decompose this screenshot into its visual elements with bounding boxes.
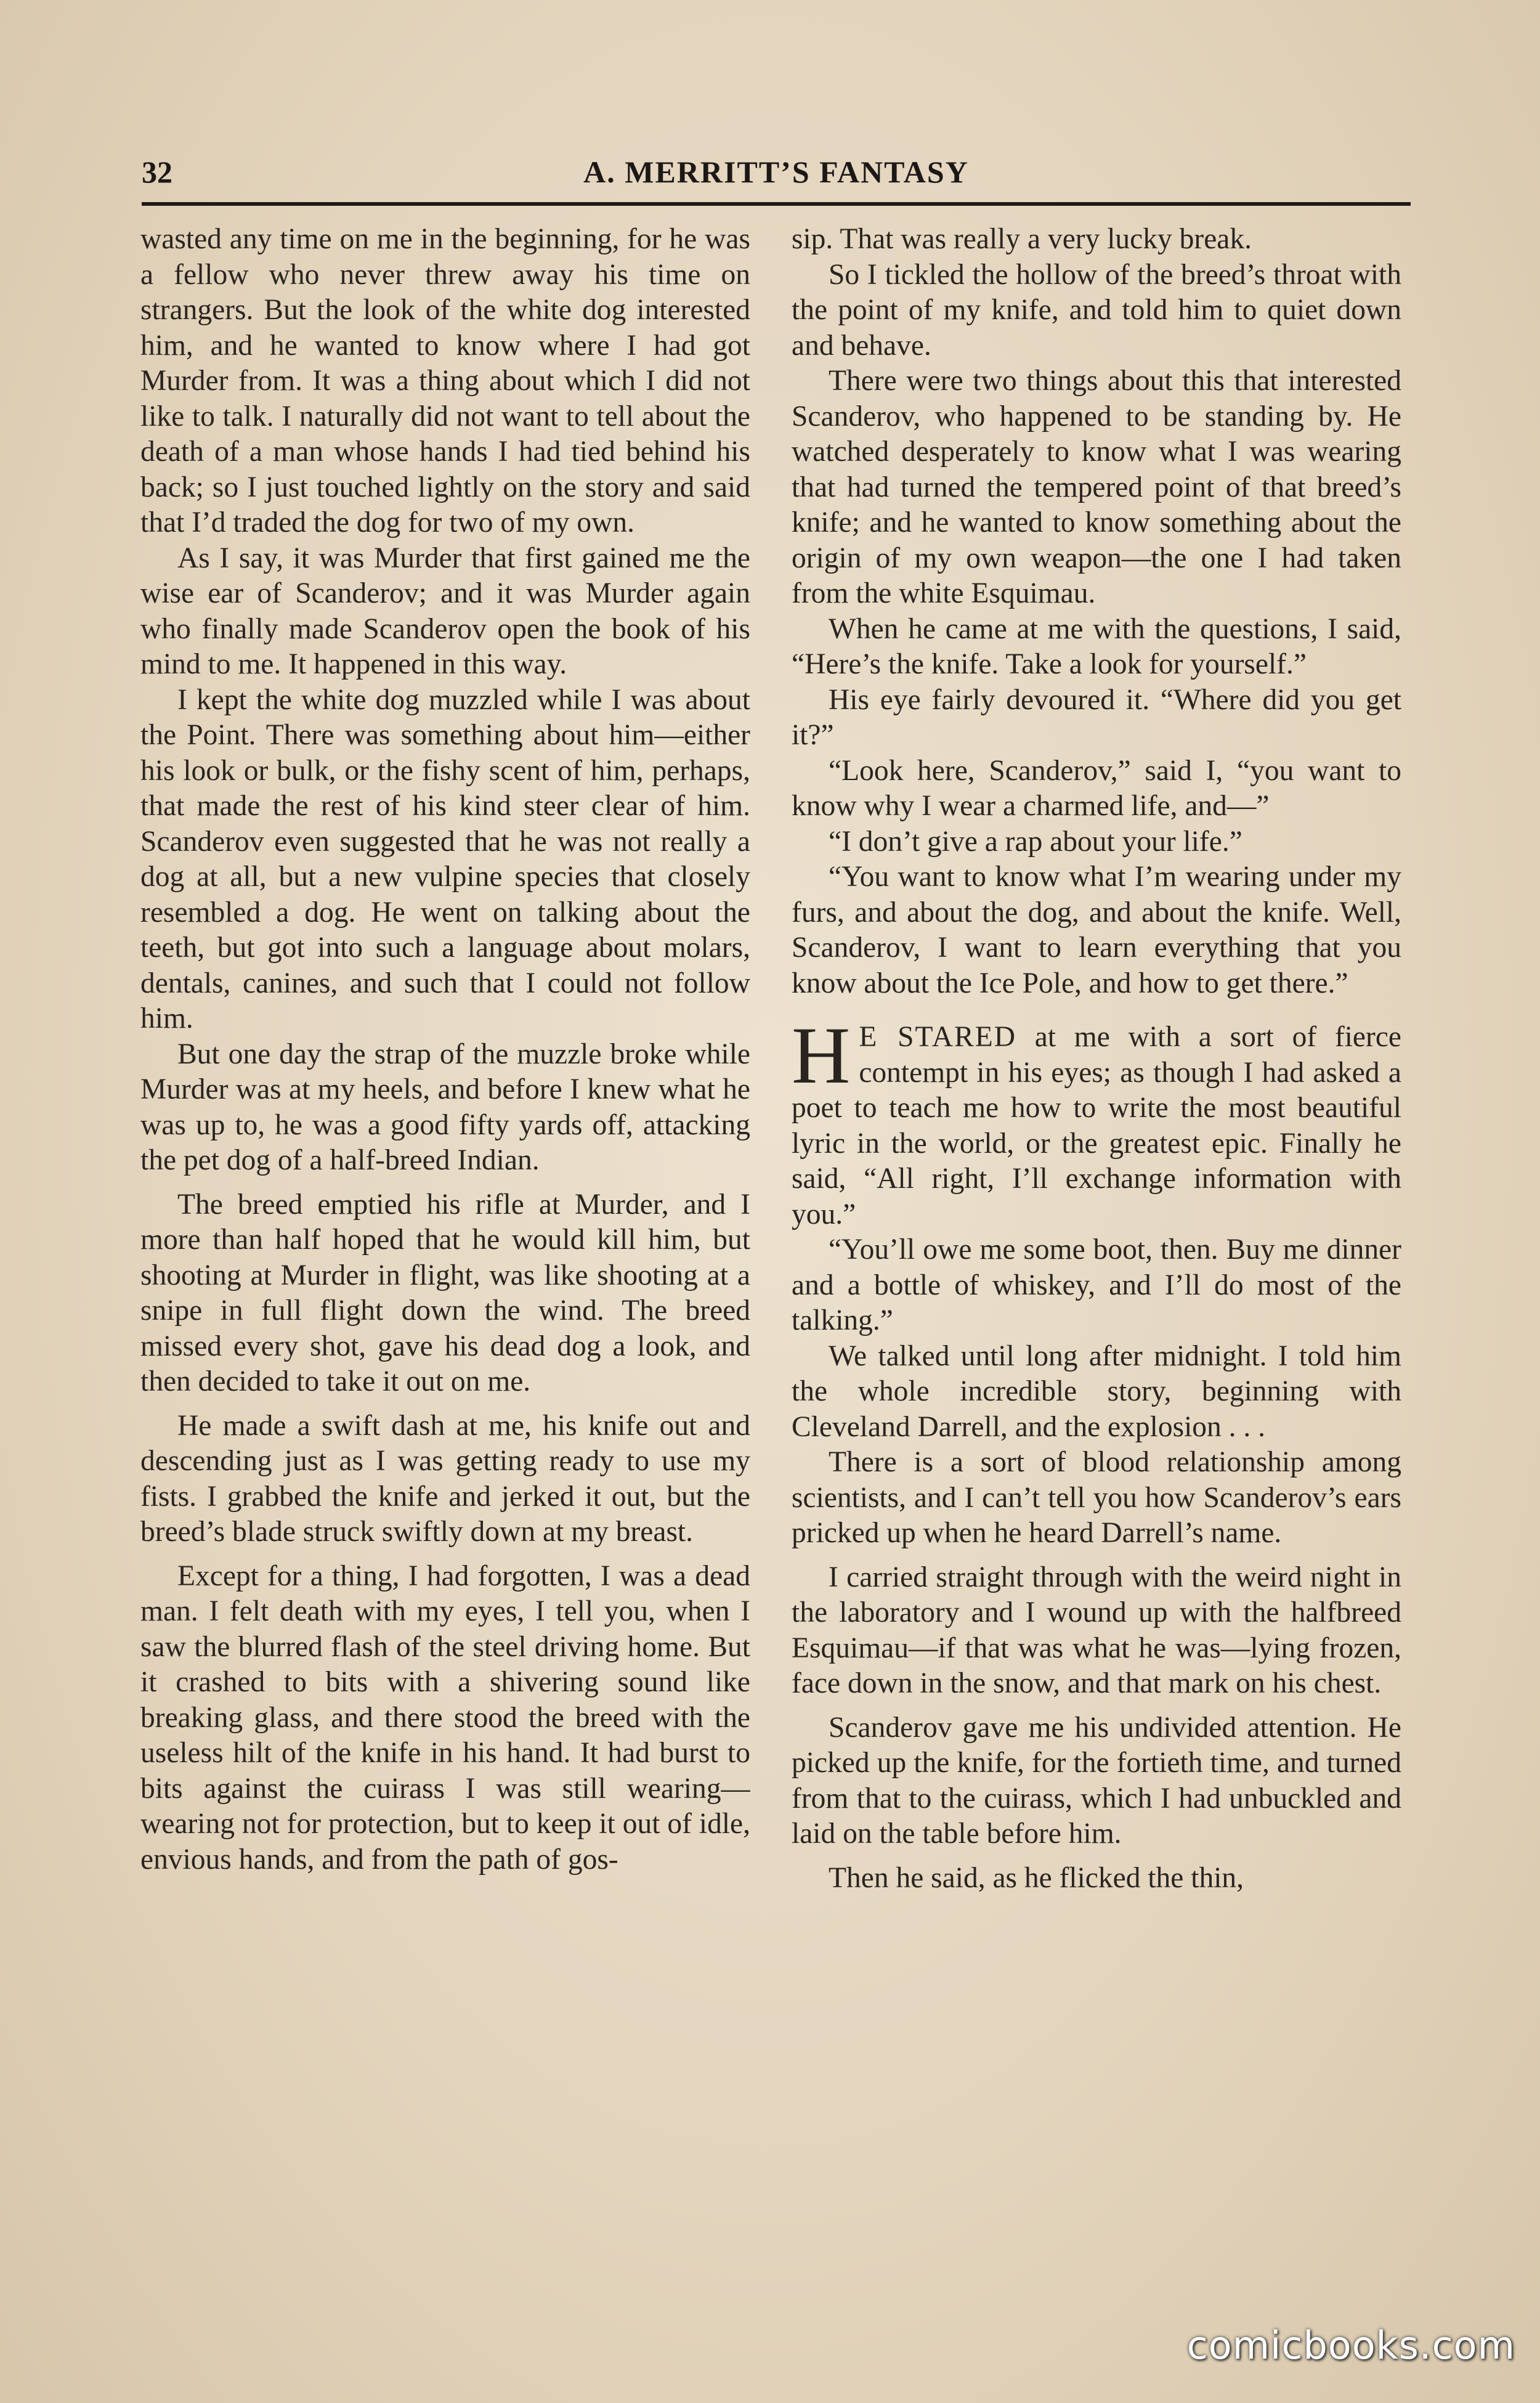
- paragraph: As I say, it was Murder that first gained me the wise ear of Scanderov; and it was Murder again who finally made Scanderov open the book of his mind to me. It happened in this way.: [140, 542, 750, 680]
- dropcap-lead-in: E STARED: [859, 1021, 1017, 1053]
- paragraph: We talked until long after midnight. I told him the whole incredible story, beginning with Cleveland Darrell, and the explosion . . .: [792, 1340, 1401, 1443]
- page-header: [142, 154, 1411, 197]
- paragraph: “You want to know what I’m wearing under my furs, and about the dog, and about the knife. Well, Scanderov, I want to learn everything that you know about the Ice Pole, and how to get there.”: [792, 861, 1401, 999]
- paragraph: “Look here, Scanderov,” said I, “you want to know why I wear a charmed life, and—”: [792, 754, 1401, 822]
- left-column: [140, 222, 750, 2230]
- paragraph: He made a swift dash at me, his knife out and descending just as I was getting ready to use my fists. I grabbed the knife and jerked it out, but the breed’s blade struck swiftly down at my breast.: [140, 1409, 750, 1548]
- running-head: A. MERRITT’S FANTASY: [583, 155, 969, 189]
- right-column: [792, 222, 1401, 2230]
- dropcap-paragraph: [792, 1010, 1401, 1232]
- drop-cap: H: [792, 1010, 851, 1100]
- paragraph: wasted any time on me in the beginning, for he was a fellow who never threw away his time on strangers. But the look of the white dog interested him, and he wanted to know where I had got Murder from. It was a thing about which I did not like to talk. I naturally did not want to tell about the death of a man whose hands I had tied behind his back; so I just touched lightly on the story and said that I’d traded the dog for two of my own.: [140, 223, 750, 539]
- page-number: 32: [142, 155, 172, 189]
- paragraph: But one day the strap of the muzzle broke while Murder was at my heels, and before I knew what he was up to, he was a good fifty yards off, attacking the pet dog of a half-breed Indian.: [140, 1038, 750, 1176]
- header-rule: [142, 202, 1411, 206]
- paragraph: Except for a thing, I had forgotten, I was a dead man. I felt death with my eyes, I tell you, when I saw the blurred flash of the steel driving home. But it crashed to bits with a shivering sound like breaking glass, and there stood the breed with the useless hilt of the knife in his hand. It had burst to bits against the cuirass I was still wearing—wearing not for protection, but to keep it out of idle, envious hands, and from the path of gos-: [140, 1559, 750, 1876]
- paragraph: I kept the white dog muzzled while I was about the Point. There was something about him—either his look or bulk, or the fishy scent of him, perhaps, that made the rest of his kind steer clear of him. Scanderov even suggested that he was not really a dog at all, but a new vulpine species that closely resembled a dog. He went on talking about the teeth, but got into such a language about molars, dentals, canines, and such that I could not follow him.: [140, 683, 750, 1035]
- paragraph: His eye fairly devoured it. “Where did you get it?”: [792, 683, 1401, 751]
- paragraph: There is a sort of blood relationship among scientists, and I can’t tell you how Scanderov’s ears pricked up when he heard Darrell’s name.: [792, 1446, 1401, 1549]
- paragraph: Scanderov gave me his undivided attention. He picked up the knife, for the fortieth time, and turned from that to the cuirass, which I had unbuckled and laid on the table before him.: [792, 1711, 1401, 1850]
- paragraph: Then he said, as he flicked the thin,: [829, 1861, 1244, 1894]
- dropcap-paragraph-text: at me with a sort of fierce contempt in his eyes; as though I had asked a poet to teach me how to write the most beautiful lyric in the world, or the greatest epic. Finally he said, “All right, I’ll exchange information with you.”: [792, 1021, 1401, 1230]
- paragraph: “You’ll owe me some boot, then. Buy me dinner and a bottle of whiskey, and I’ll do most of the talking.”: [792, 1234, 1401, 1336]
- paragraph: sip. That was really a very lucky break.: [792, 223, 1252, 255]
- paragraph: “I don’t give a rap about your life.”: [829, 825, 1242, 858]
- paragraph: I carried straight through with the weird night in the laboratory and I wound up with the halfbreed Esquimau—if that was what he was—lying frozen, face down in the snow, and that mark on his chest.: [792, 1561, 1401, 1699]
- paragraph: There were two things about this that interested Scanderov, who happened to be standing by. He watched desperately to know what I was wearing that had turned the tempered point of that breed’s knife; and he wanted to know something about the origin of my own weapon—the one I had taken from the white Esquimau.: [792, 365, 1401, 609]
- watermark: comicbooks.com: [1186, 2323, 1515, 2368]
- paragraph: The breed emptied his rifle at Murder, and I more than half hoped that he would kill him, but shooting at Murder in flight, was like shooting at a snipe in full flight down the wind. The breed missed every shot, gave his dead dog a look, and then decided to take it out on me.: [140, 1188, 750, 1397]
- paragraph: When he came at me with the questions, I said, “Here’s the knife. Take a look for yourself.”: [792, 612, 1401, 680]
- paragraph: So I tickled the hollow of the breed’s throat with the point of my knife, and told him to quiet down and behave.: [792, 258, 1401, 362]
